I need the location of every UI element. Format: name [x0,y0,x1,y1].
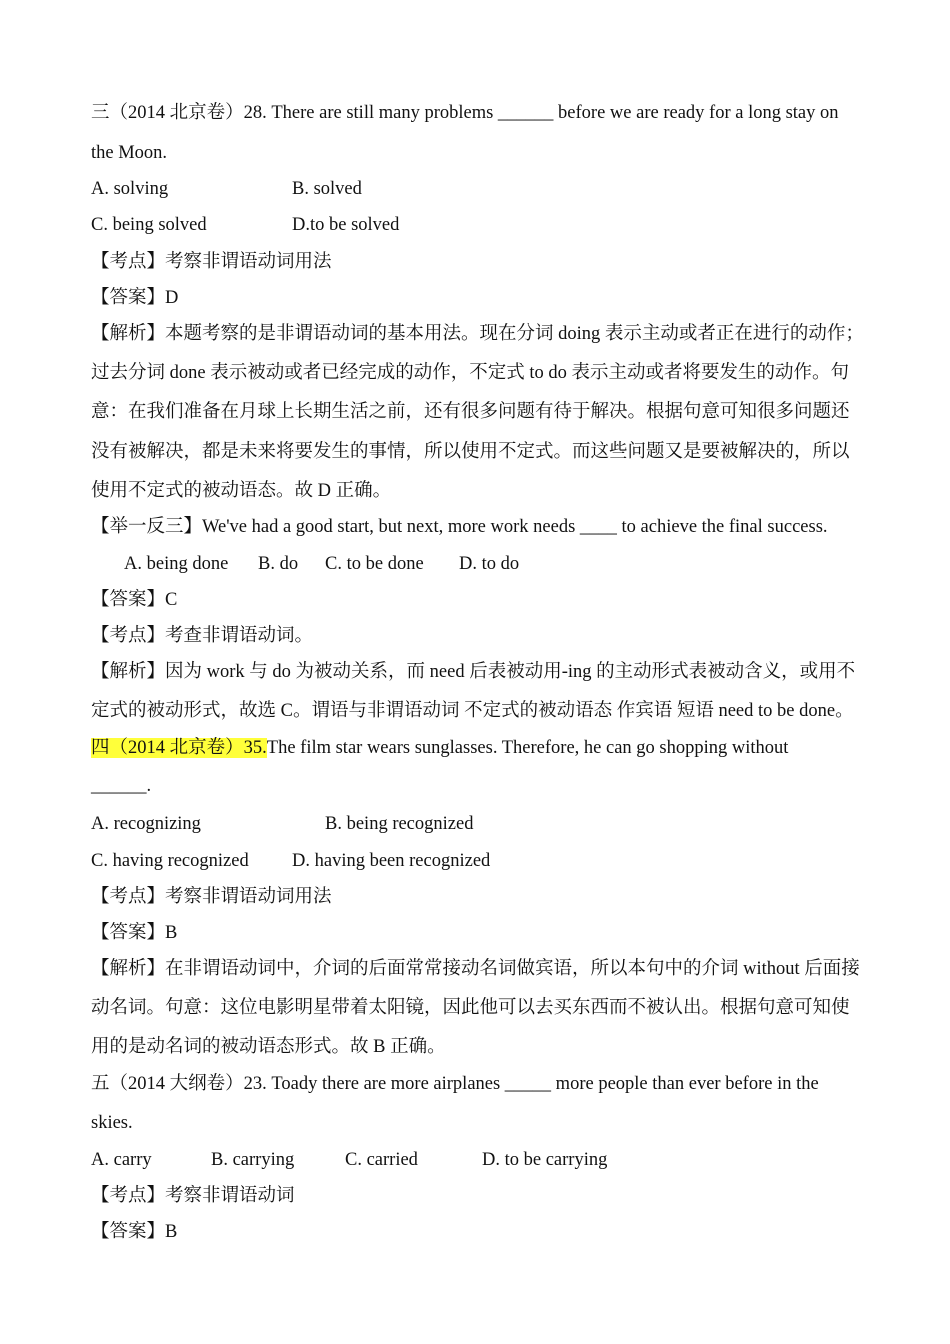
q5-option-d: D. to be carrying [482,1150,608,1170]
q4-option-b: B. being recognized [325,814,474,834]
q4-answer: 【答案】B [91,923,178,943]
extra-kaodian: 【考点】考查非谓语动词。 [91,626,314,646]
q3-stem-line1: 三（2014 北京卷）28. There are still many problems ______ before we are ready for a long stay on [91,103,839,123]
q3-kaodian: 【考点】考察非谓语动词用法 [91,252,332,272]
q3-analysis-line: 没有被解决，都是未来将要发生的事情，所以使用不定式。而这些问题又是要被解决的，所以 [91,442,850,462]
q4-stem-rest: The film star wears sunglasses. Therefore, he can go shopping without [266,738,789,758]
q5-option-b: B. carrying [211,1150,295,1170]
q3-option-b: B. solved [292,179,362,199]
q5-option-c: C. carried [345,1150,418,1170]
extra-option-d: D. to do [459,554,520,574]
q5-option-a: A. carry [91,1150,152,1170]
q3-analysis-line: 过去分词 done 表示被动或者已经完成的动作，不定式 to do 表示主动或者将要发生的动作。句 [91,363,849,383]
q4-analysis-line: 动名词。句意：这位电影明星带着太阳镜，因此他可以去买东西而不被认出。根据句意可知使 [91,998,850,1018]
extra-analysis-line: 【解析】因为 work 与 do 为被动关系，而 need 后表被动用-ing 的主动形式表被动含义，或用不 [91,662,856,682]
extra-option-c: C. to be done [325,554,424,574]
q3-stem-line2: the Moon. [91,143,168,163]
q3-option-d: D.to be solved [292,215,400,235]
q3-analysis-line: 【解析】本题考察的是非谓语动词的基本用法。现在分词 doing 表示主动或者正在进行的动作； [91,324,864,344]
extra-option-a: A. being done [124,554,229,574]
q3-option-c: C. being solved [91,215,207,235]
q5-stem-line2: skies. [91,1113,133,1133]
q4-stem-line1 [91,736,788,760]
q4-option-c: C. having recognized [91,851,249,871]
q3-analysis-line: 意：在我们准备在月球上长期生活之前，还有很多问题有待于解决。根据句意可知很多问题还 [91,402,850,422]
extra-answer: 【答案】C [91,590,178,610]
q5-stem-line1: 五（2014 大纲卷）23. Toady there are more airplanes _____ more people than ever before in the [91,1074,819,1094]
q4-option-a: A. recognizing [91,814,201,834]
q5-kaodian: 【考点】考察非谓语动词 [91,1186,295,1206]
q4-stem-highlight: 四（2014 北京卷）35. [91,738,267,758]
q4-analysis-line: 用的是动名词的被动语态形式。故 B 正确。 [91,1037,446,1057]
extra-stem: 【举一反三】We've had a good start, but next, more work needs ____ to achieve the final success. [91,517,828,537]
q4-analysis-line: 【解析】在非谓语动词中，介词的后面常常接动名词做宾语，所以本句中的介词 without 后面接 [91,959,860,979]
q4-kaodian: 【考点】考察非谓语动词用法 [91,887,332,907]
q3-answer: 【答案】D [91,288,179,308]
q3-option-a: A. solving [91,179,169,199]
q4-stem-line2: ______. [91,776,152,796]
q4-option-d: D. having been recognized [292,851,491,871]
q5-answer: 【答案】B [91,1222,178,1242]
q3-analysis-line: 使用不定式的被动语态。故 D 正确。 [91,481,392,501]
extra-option-b: B. do [258,554,299,574]
extra-analysis-line: 定式的被动形式，故选 C。谓语与非谓语动词 不定式的被动语态 作宾语 短语 need to be done。 [91,701,854,721]
